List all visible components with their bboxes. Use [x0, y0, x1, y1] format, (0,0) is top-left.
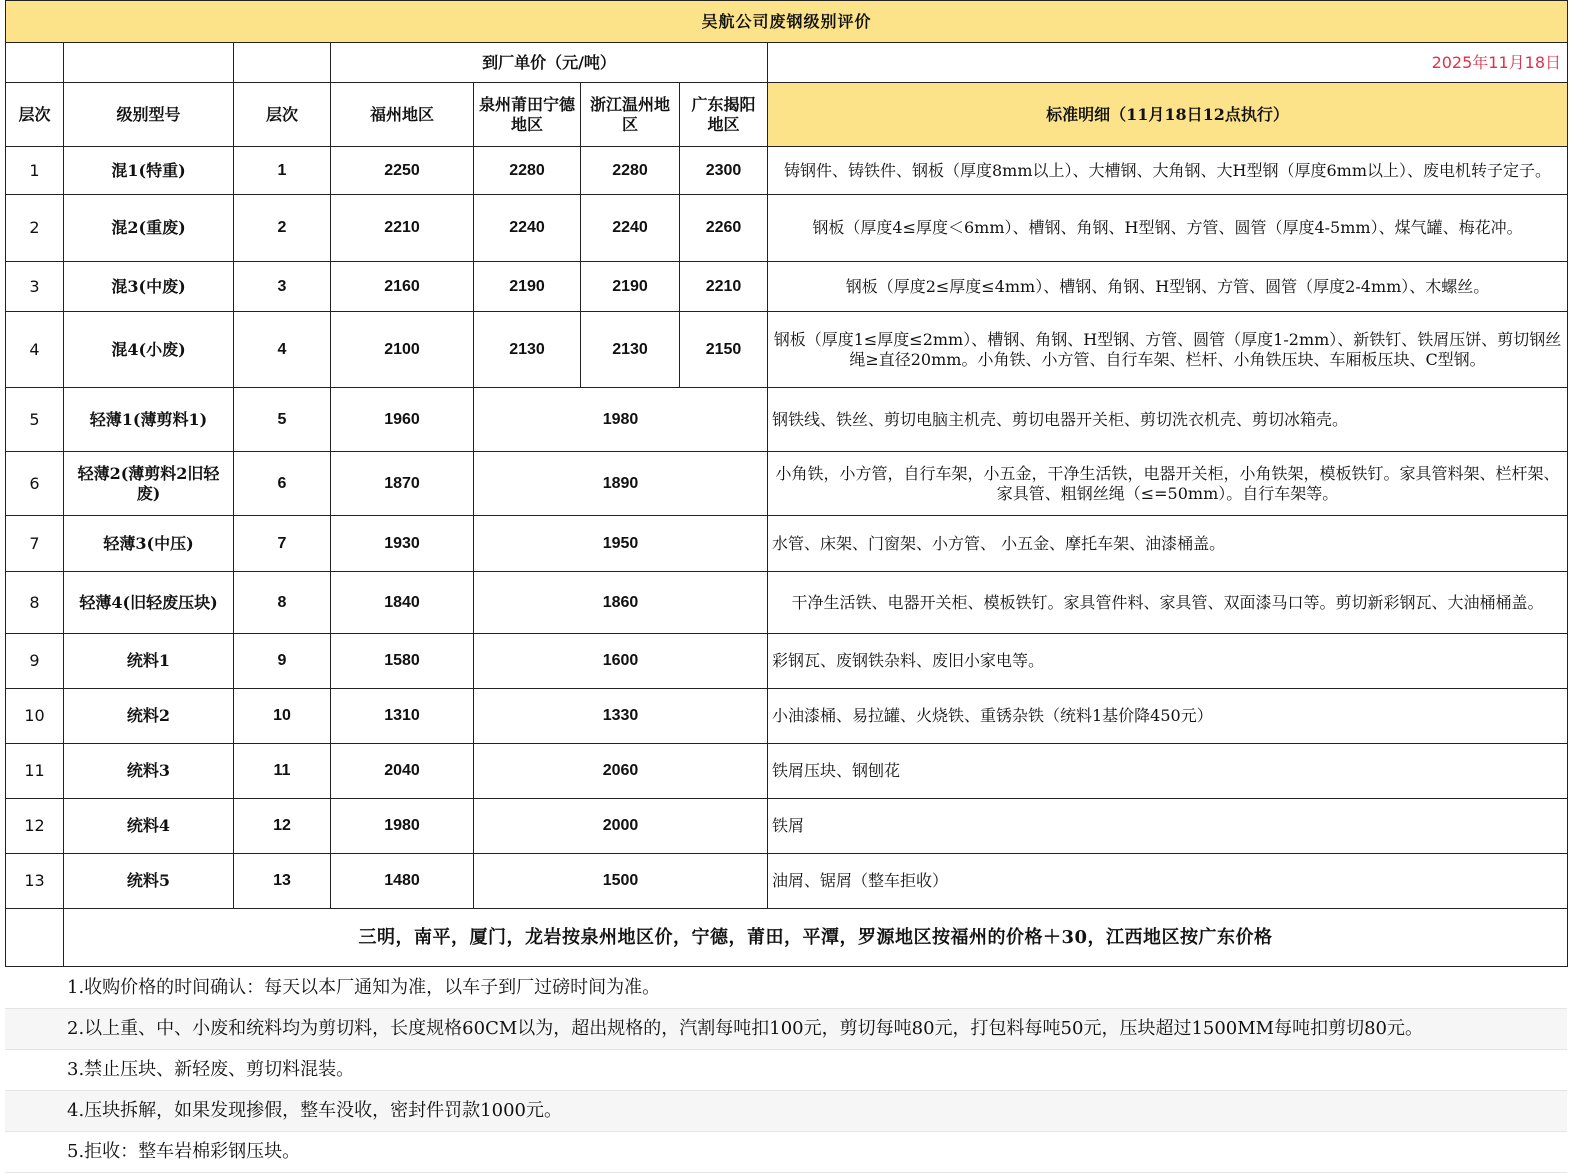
region-note: 三明，南平，厦门，龙岩按泉州地区价，宁德，莆田，平潭，罗源地区按福州的价格＋30，江西地区按广东价格: [64, 909, 1568, 967]
tier-cell: 10: [234, 689, 331, 744]
table-row: [6, 689, 1568, 744]
price-other-regions: 1330: [474, 689, 768, 744]
note-item: 4.压块拆解，如果发现掺假，整车没收，密封件罚款1000元。: [5, 1091, 1567, 1132]
standard-detail: 铸钢件、铸铁件、钢板（厚度8mm以上）、大槽钢、大角钢、大H型钢（厚度6mm以上）、废电机转子定子。: [768, 147, 1568, 195]
tier-cell: 11: [234, 744, 331, 799]
table-row: [6, 195, 1568, 262]
price-fuzhou: 2210: [331, 195, 474, 262]
price-other-regions: 1950: [474, 516, 768, 572]
tier-cell: 9: [234, 634, 331, 689]
grade-cell: 轻薄4(旧轻废压块): [64, 572, 234, 634]
tier-cell: 12: [234, 799, 331, 854]
price-guangdong: 2300: [680, 147, 768, 195]
col-header-level: 层次: [6, 83, 64, 147]
standard-detail: 小角铁，小方管，自行车架，小五金，干净生活铁，电器开关柜，小角铁架，模板铁钉。家具管料架、栏杆架、家具管、粗钢丝绳（≤=50mm）。自行车架等。: [768, 452, 1568, 516]
blank-cell: [6, 909, 64, 967]
tier-cell: 5: [234, 388, 331, 452]
grade-cell: 混1(特重): [64, 147, 234, 195]
standard-detail: 铁屑压块、钢刨花: [768, 744, 1568, 799]
grade-cell: 统料3: [64, 744, 234, 799]
price-quanzhou: 2190: [474, 262, 581, 312]
price-guangdong: 2210: [680, 262, 768, 312]
tier-cell: 6: [234, 452, 331, 516]
price-zhejiang: 2240: [581, 195, 680, 262]
price-other-regions: 2060: [474, 744, 768, 799]
note-item: 1.收购价格的时间确认：每天以本厂通知为准，以车子到厂过磅时间为准。: [5, 968, 1567, 1009]
grade-cell: 统料1: [64, 634, 234, 689]
col-header-quanzhou: 泉州莆田宁德地区: [474, 83, 581, 147]
price-other-regions: 1890: [474, 452, 768, 516]
standard-detail: 水管、床架、门窗架、小方管、 小五金、摩托车架、油漆桶盖。: [768, 516, 1568, 572]
grade-cell: 混4(小废): [64, 312, 234, 388]
price-other-regions: 1860: [474, 572, 768, 634]
price-table: [5, 0, 1568, 967]
tier-cell: 7: [234, 516, 331, 572]
price-fuzhou: 1980: [331, 799, 474, 854]
notes-section: [5, 968, 1567, 1173]
tier-cell: 8: [234, 572, 331, 634]
level-cell: 3: [6, 262, 64, 312]
region-note-row: [6, 909, 1568, 967]
price-quanzhou: 2280: [474, 147, 581, 195]
blank-cell: [64, 43, 234, 83]
table-row: [6, 388, 1568, 452]
col-header-guangdong: 广东揭阳地区: [680, 83, 768, 147]
note-item: 2.以上重、中、小废和统料均为剪切料，长度规格60CM以为，超出规格的，汽割每吨扣100元，剪切每吨80元，打包料每吨50元，压块超过1500MM每吨扣剪切80元。: [5, 1009, 1567, 1050]
standard-detail: 铁屑: [768, 799, 1568, 854]
table-row: [6, 572, 1568, 634]
col-header-fuzhou: 福州地区: [331, 83, 474, 147]
price-guangdong: 2260: [680, 195, 768, 262]
price-other-regions: 1600: [474, 634, 768, 689]
table-row: [6, 312, 1568, 388]
level-cell: 6: [6, 452, 64, 516]
note-item: 5.拒收：整车岩棉彩钢压块。: [5, 1132, 1567, 1173]
level-cell: 4: [6, 312, 64, 388]
price-zhejiang: 2130: [581, 312, 680, 388]
standard-detail: 小油漆桶、易拉罐、火烧铁、重锈杂铁（统料1基价降450元）: [768, 689, 1568, 744]
table-row: [6, 634, 1568, 689]
price-sheet: [5, 0, 1567, 967]
price-fuzhou: 2040: [331, 744, 474, 799]
table-row: [6, 452, 1568, 516]
price-fuzhou: 1480: [331, 854, 474, 909]
price-fuzhou: 1310: [331, 689, 474, 744]
tier-cell: 3: [234, 262, 331, 312]
price-fuzhou: 1960: [331, 388, 474, 452]
table-row: [6, 147, 1568, 195]
price-zhejiang: 2280: [581, 147, 680, 195]
col-header-tier: 层次: [234, 83, 331, 147]
grade-cell: 统料5: [64, 854, 234, 909]
grade-cell: 统料2: [64, 689, 234, 744]
standard-detail: 油屑、锯屑（整车拒收）: [768, 854, 1568, 909]
standard-detail: 钢板（厚度1≤厚度≤2mm）、槽钢、角钢、H型钢、方管、圆管（厚度1-2mm）、新铁钉、铁屑压饼、剪切钢丝绳≥直径20mm。小角铁、小方管、自行车架、栏杆、小角铁压块、车厢板压块、C型钢。: [768, 312, 1568, 388]
tier-cell: 13: [234, 854, 331, 909]
standard-detail: 彩钢瓦、废钢铁杂料、废旧小家电等。: [768, 634, 1568, 689]
price-zhejiang: 2190: [581, 262, 680, 312]
col-header-zhejiang: 浙江温州地区: [581, 83, 680, 147]
blank-cell: [6, 43, 64, 83]
grade-cell: 混3(中废): [64, 262, 234, 312]
grade-cell: 混2(重废): [64, 195, 234, 262]
price-fuzhou: 2250: [331, 147, 474, 195]
price-header: 到厂单价（元/吨）: [331, 43, 768, 83]
price-other-regions: 1980: [474, 388, 768, 452]
price-quanzhou: 2240: [474, 195, 581, 262]
tier-cell: 1: [234, 147, 331, 195]
standard-detail: 钢板（厚度4≤厚度＜6mm）、槽钢、角钢、H型钢、方管、圆管（厚度4-5mm）、煤气罐、梅花冲。: [768, 195, 1568, 262]
level-cell: 11: [6, 744, 64, 799]
price-fuzhou: 1870: [331, 452, 474, 516]
col-header-grade: 级别型号: [64, 83, 234, 147]
level-cell: 2: [6, 195, 64, 262]
level-cell: 9: [6, 634, 64, 689]
tier-cell: 2: [234, 195, 331, 262]
standard-detail: 钢板（厚度2≤厚度≤4mm）、槽钢、角钢、H型钢、方管、圆管（厚度2-4mm）、木螺丝。: [768, 262, 1568, 312]
table-row: [6, 744, 1568, 799]
level-cell: 13: [6, 854, 64, 909]
grade-cell: 统料4: [64, 799, 234, 854]
level-cell: 7: [6, 516, 64, 572]
price-guangdong: 2150: [680, 312, 768, 388]
price-fuzhou: 2100: [331, 312, 474, 388]
price-fuzhou: 1580: [331, 634, 474, 689]
price-fuzhou: 2160: [331, 262, 474, 312]
price-other-regions: 1500: [474, 854, 768, 909]
table-row: [6, 854, 1568, 909]
note-item: 3.禁止压块、新轻废、剪切料混装。: [5, 1050, 1567, 1091]
level-cell: 1: [6, 147, 64, 195]
blank-cell: [234, 43, 331, 83]
level-cell: 8: [6, 572, 64, 634]
price-fuzhou: 1840: [331, 572, 474, 634]
price-other-regions: 2000: [474, 799, 768, 854]
table-row: [6, 262, 1568, 312]
grade-cell: 轻薄3(中压): [64, 516, 234, 572]
grade-cell: 轻薄1(薄剪料1): [64, 388, 234, 452]
grade-cell: 轻薄2(薄剪料2旧轻废): [64, 452, 234, 516]
col-header-standard: 标准明细（11月18日12点执行）: [768, 83, 1568, 147]
price-quanzhou: 2130: [474, 312, 581, 388]
tier-cell: 4: [234, 312, 331, 388]
price-fuzhou: 1930: [331, 516, 474, 572]
level-cell: 5: [6, 388, 64, 452]
date-label: 2025年11月18日: [768, 43, 1568, 83]
standard-detail: 干净生活铁、电器开关柜、模板铁钉。家具管件料、家具管、双面漆马口等。剪切新彩钢瓦、大油桶桶盖。: [768, 572, 1568, 634]
level-cell: 10: [6, 689, 64, 744]
table-row: [6, 516, 1568, 572]
table-row: [6, 799, 1568, 854]
sheet-title: 吴航公司废钢级别评价: [6, 1, 1568, 43]
standard-detail: 钢铁线、铁丝、剪切电脑主机壳、剪切电器开关柜、剪切洗衣机壳、剪切冰箱壳。: [768, 388, 1568, 452]
level-cell: 12: [6, 799, 64, 854]
